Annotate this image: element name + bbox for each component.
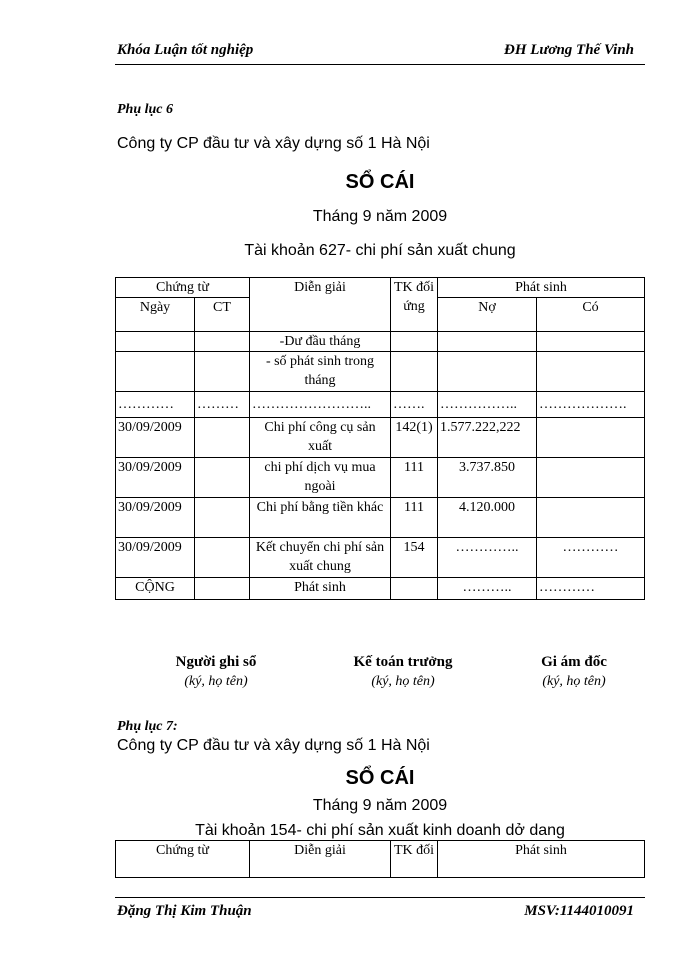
header-chung-tu: Chứng từ bbox=[116, 841, 250, 878]
cell-total-co: ………… bbox=[537, 578, 645, 600]
table-row bbox=[116, 392, 645, 418]
header-dien-giai: Diễn giải bbox=[250, 278, 391, 332]
cell-ct bbox=[195, 352, 250, 392]
header-university-label: ĐH Lương Thế Vinh bbox=[504, 42, 634, 58]
table-row bbox=[116, 538, 645, 578]
table-row bbox=[116, 458, 645, 498]
cell-tk: 111 bbox=[391, 458, 438, 498]
signature-chief-accountant bbox=[323, 654, 483, 690]
cell-ngay: 30/09/2009 bbox=[116, 418, 195, 458]
footer-divider bbox=[115, 897, 645, 898]
cell-ngay: 30/09/2009 bbox=[116, 458, 195, 498]
header-ct: CT bbox=[195, 298, 250, 332]
cell-ct bbox=[195, 332, 250, 352]
cell-tk: 154 bbox=[391, 538, 438, 578]
table-total-row bbox=[116, 578, 645, 600]
footer-student-id: MSV:1144010091 bbox=[524, 903, 634, 919]
cell-co bbox=[537, 498, 645, 538]
ledger-table-627 bbox=[115, 277, 645, 600]
signature-role: Người ghi sổ bbox=[175, 654, 257, 670]
header-no: Nợ bbox=[438, 298, 537, 332]
appendix-6-label: Phụ lục 6 bbox=[117, 102, 174, 117]
company-name: Công ty CP đầu tư và xây dựng số 1 Hà Nội bbox=[117, 135, 430, 152]
header-chung-tu: Chứng từ bbox=[116, 278, 250, 298]
cell-dien-giai: chi phí dịch vụ mua ngoài bbox=[250, 458, 391, 498]
cell-total-dien-giai: Phát sinh bbox=[250, 578, 391, 600]
ledger-title: SỔ CÁI bbox=[345, 171, 415, 193]
cell-co bbox=[537, 332, 645, 352]
cell-ct: ……… bbox=[195, 392, 250, 418]
cell-tk bbox=[391, 352, 438, 392]
cell-total-label: CỘNG bbox=[116, 578, 195, 600]
signature-note: (ký, họ tên) bbox=[184, 674, 248, 689]
cell-tk: 142(1) bbox=[391, 418, 438, 458]
cell-no: 3.737.850 bbox=[438, 458, 537, 498]
cell-ngay bbox=[116, 332, 195, 352]
cell-ngay: ………… bbox=[116, 392, 195, 418]
signature-recorder bbox=[136, 654, 296, 690]
cell-no: 4.120.000 bbox=[438, 498, 537, 538]
appendix-7-label: Phụ lục 7: bbox=[117, 719, 178, 734]
signature-role: Gi ám đốc bbox=[541, 654, 607, 670]
cell-no: …………….. bbox=[438, 392, 537, 418]
cell-dien-giai: …………………….. bbox=[250, 392, 391, 418]
cell-ct bbox=[195, 498, 250, 538]
cell-ngay: 30/09/2009 bbox=[116, 538, 195, 578]
ledger-account-2: Tài khoản 154- chi phí sản xuất kinh doanh dở dang bbox=[195, 822, 565, 839]
header-thesis-label: Khóa Luận tốt nghiệp bbox=[117, 42, 254, 58]
cell-dien-giai: -Dư đầu tháng bbox=[250, 332, 391, 352]
ledger-account: Tài khoản 627- chi phí sản xuất chung bbox=[244, 242, 516, 259]
table-row bbox=[116, 332, 645, 352]
cell-tk bbox=[391, 578, 438, 600]
header-phat-sinh: Phát sinh bbox=[438, 841, 645, 878]
footer-author: Đặng Thị Kim Thuận bbox=[117, 903, 252, 919]
cell-ct bbox=[195, 538, 250, 578]
cell-dien-giai: Chi phí bằng tiền khác bbox=[250, 498, 391, 538]
signature-director bbox=[494, 654, 654, 690]
ledger-period-2: Tháng 9 năm 2009 bbox=[312, 797, 448, 814]
header-divider bbox=[115, 64, 645, 65]
cell-co bbox=[537, 418, 645, 458]
cell-no: ………….. bbox=[438, 538, 537, 578]
cell-co bbox=[537, 458, 645, 498]
cell-ngay bbox=[116, 352, 195, 392]
table-row bbox=[116, 352, 645, 392]
cell-no bbox=[438, 332, 537, 352]
cell-ct bbox=[195, 418, 250, 458]
header-dien-giai: Diễn giải bbox=[250, 841, 391, 878]
table-header-row bbox=[116, 278, 645, 298]
header-phat-sinh: Phát sinh bbox=[438, 278, 645, 298]
cell-ngay: 30/09/2009 bbox=[116, 498, 195, 538]
cell-dien-giai: Chi phí công cụ sản xuất bbox=[250, 418, 391, 458]
cell-ct bbox=[195, 578, 250, 600]
cell-tk: ……. bbox=[391, 392, 438, 418]
cell-no: 1.577.222,222 bbox=[438, 418, 537, 458]
table-row bbox=[116, 498, 645, 538]
cell-co bbox=[537, 352, 645, 392]
cell-co: ………… bbox=[537, 538, 645, 578]
company-name-2: Công ty CP đầu tư và xây dựng số 1 Hà Nội bbox=[117, 737, 430, 754]
header-tk-doi-ung: TK đối ứng bbox=[391, 278, 438, 332]
header-ngay: Ngày bbox=[116, 298, 195, 332]
table-row bbox=[116, 418, 645, 458]
cell-ct bbox=[195, 458, 250, 498]
cell-tk bbox=[391, 332, 438, 352]
cell-dien-giai: Kết chuyển chi phí sản xuất chung bbox=[250, 538, 391, 578]
ledger-period: Tháng 9 năm 2009 bbox=[312, 208, 448, 225]
signature-role: Kế toán trưởng bbox=[353, 654, 453, 670]
cell-dien-giai: - số phát sinh trong tháng bbox=[250, 352, 391, 392]
header-co: Có bbox=[537, 298, 645, 332]
header-tk: TK đối bbox=[391, 841, 438, 878]
ledger-table-154 bbox=[115, 840, 645, 878]
cell-co: ………………. bbox=[537, 392, 645, 418]
signature-note: (ký, họ tên) bbox=[542, 674, 606, 689]
signature-note: (ký, họ tên) bbox=[371, 674, 435, 689]
cell-total-no: ……….. bbox=[438, 578, 537, 600]
table-header-row bbox=[116, 841, 645, 878]
ledger-title-2: SỔ CÁI bbox=[345, 767, 415, 789]
cell-tk: 111 bbox=[391, 498, 438, 538]
cell-no bbox=[438, 352, 537, 392]
